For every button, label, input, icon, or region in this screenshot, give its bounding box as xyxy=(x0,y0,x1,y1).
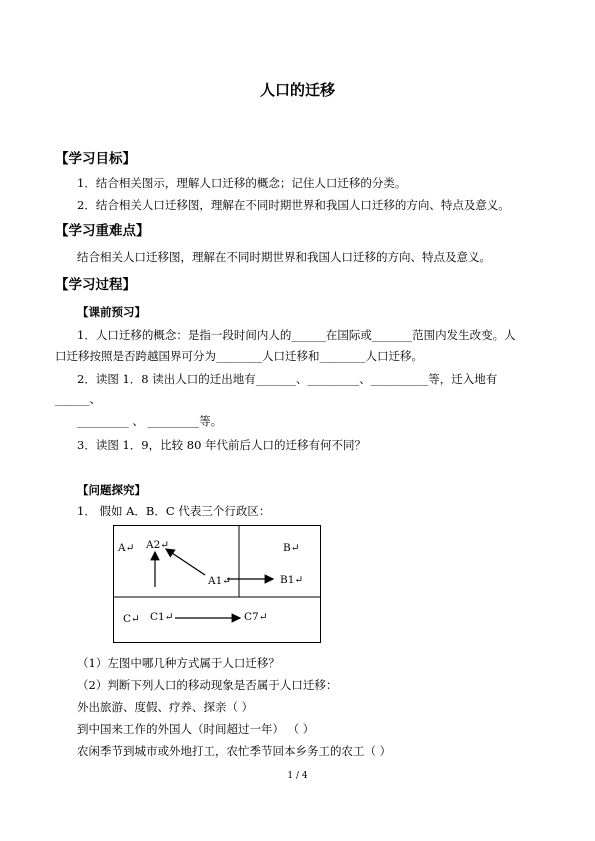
question-1: （1）左图中哪几种方式属于人口迁移？ xyxy=(77,656,280,670)
heading-learning-goals: 【学习目标】 xyxy=(55,151,136,167)
page-number: 1 / 4 xyxy=(287,771,308,781)
label-b1: B1↵ xyxy=(280,574,304,586)
migration-diagram xyxy=(113,525,321,643)
arrow-a1-to-a2 xyxy=(166,549,205,575)
preview-2c: _________ 、 _________等。 xyxy=(77,414,223,428)
heading-focus: 【学习重难点】 xyxy=(55,223,150,239)
heading-learning-process: 【学习过程】 xyxy=(55,277,136,293)
focus-text: 结合相关人口迁移图，理解在不同时期世界和我国人口迁移的方向、特点及意义。 xyxy=(77,250,491,264)
label-region-a: A↵ xyxy=(118,542,135,554)
item-3: 农闲季节到城市或外地打工，农忙季节回本乡务工的农工（ ） xyxy=(77,744,392,758)
heading-explore: 【问题探究】 xyxy=(77,483,146,497)
goal-1: 1．结合相关图示，理解人口迁移的概念；记住人口迁移的分类。 xyxy=(77,176,407,190)
label-c7: C7↵ xyxy=(244,611,268,623)
page-title: 人口的迁移 xyxy=(259,81,335,99)
preview-1a: 1．人口迁移的概念：是指一段时间内人的______在国际或_______范围内发生改变。人 xyxy=(77,328,516,342)
heading-preview: 【课前预习】 xyxy=(77,305,146,319)
goal-2: 2．结合相关人口迁移图，理解在不同时期世界和我国人口迁移的方向、特点及意义。 xyxy=(77,198,510,212)
preview-1b: 口迁移按照是否跨越国界可分为________人口迁移和________人口迁移。 xyxy=(55,349,423,363)
label-a1: A1↵ xyxy=(208,575,232,587)
preview-2b: ______、 xyxy=(55,392,101,406)
label-region-c: C↵ xyxy=(123,613,140,625)
question-2: （2）判断下列人口的移动现象是否属于人口迁移： xyxy=(77,678,338,692)
explore-1: 1． 假如 A．B．C 代表三个行政区： xyxy=(77,504,271,518)
preview-2a: 2．读图 1．8 读出人口的迁出地有_______、_________、__________等，迁入地有 xyxy=(77,372,498,386)
preview-3: 3．读图 1．9，比较 80 年代前后人口的迁移有何不同？ xyxy=(77,438,367,452)
label-c1: C1↵ xyxy=(150,611,174,623)
item-1: 外出旅游、度假、疗养、探亲（ ） xyxy=(77,700,254,714)
label-region-b: B↵ xyxy=(283,542,300,554)
item-2: 到中国来工作的外国人（时间超过一年） （ ） xyxy=(77,722,315,736)
label-a2: A2↵ xyxy=(146,539,170,551)
